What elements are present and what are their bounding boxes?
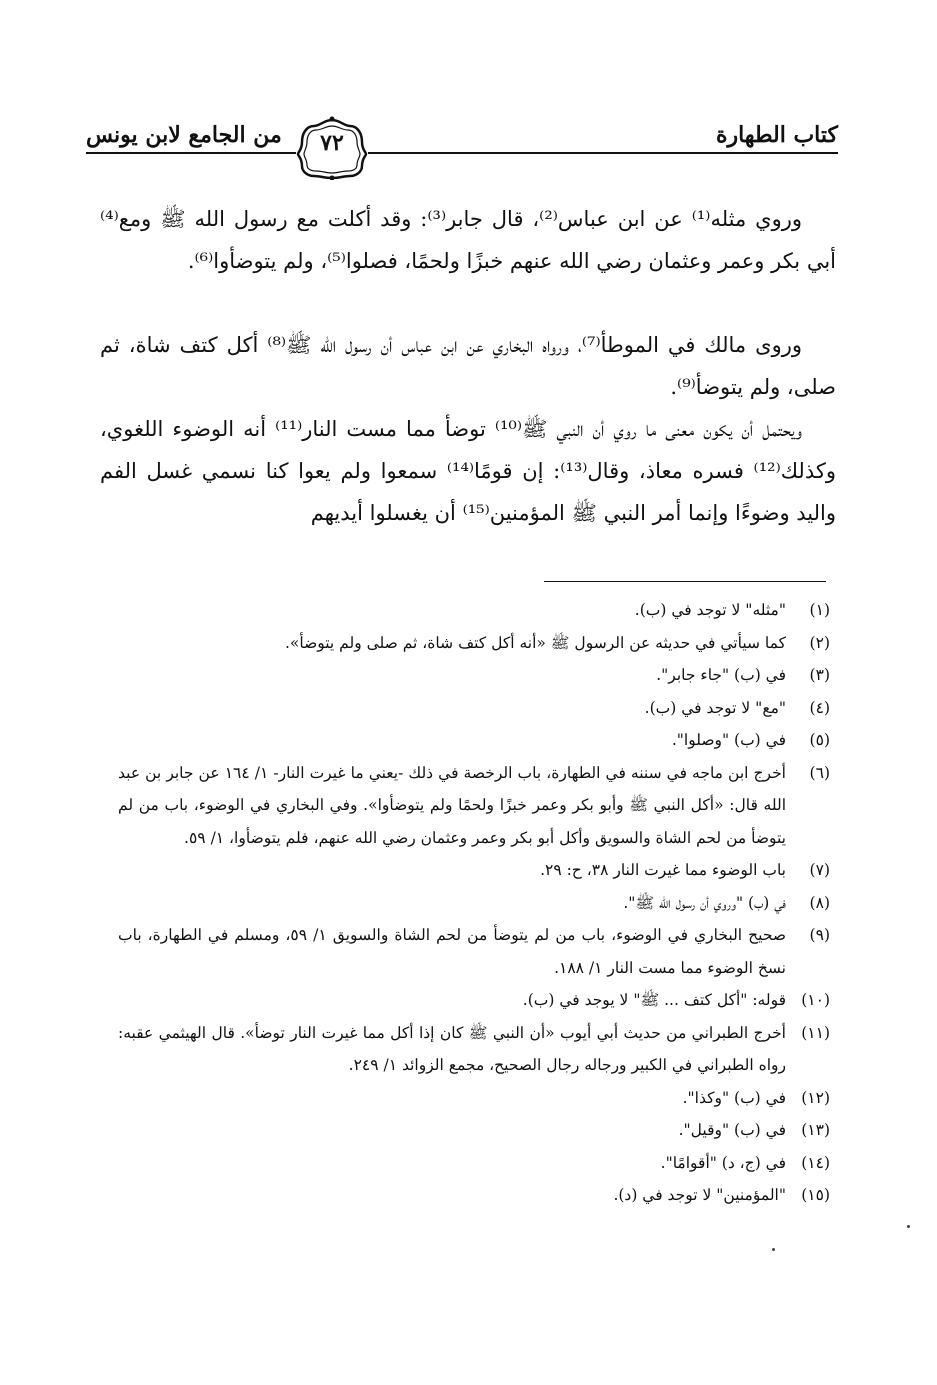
running-header: [86, 118, 838, 158]
footnote-text: كما سيأتي في حديثه عن الرسول ﷺ «أنه أكل كتف شاة، ثم صلى ولم يتوضأ».: [284, 633, 786, 652]
footnote: [118, 692, 830, 725]
footnote-number: (١٢): [801, 1088, 830, 1107]
footnote: [118, 919, 830, 984]
footnote-text: "المؤمنين" لا توجد في (د).: [613, 1186, 786, 1204]
footnote: [118, 1179, 830, 1212]
page-number: ٧٢: [320, 130, 344, 156]
footnote-number: (١): [809, 601, 830, 619]
footnote-number: (٨): [809, 893, 830, 912]
footnote-text: في (ب) "وكذا".: [682, 1088, 786, 1107]
main-text: [100, 408, 836, 534]
footnote-number: (١٣): [801, 1121, 830, 1139]
footnote-number: (١٠): [801, 991, 830, 1009]
scan-speck: [772, 1248, 775, 1251]
footnote: [118, 627, 830, 660]
paragraph: ويحتمل أن يكون معنى ما روي أن النبي ﷺ⁽¹⁰⁾ توضأ مما مست النار⁽¹¹⁾ أنه الوضوء اللغوي، وكذلك⁽¹²⁾ فسره معاذ، وقال⁽¹³⁾: إن قومًا⁽¹⁴⁾ سمعوا ولم يعوا كنا نسمي غسل الفم واليد وضوءًا وإنما أمر النبي ﷺ المؤمنين⁽¹⁵⁾ أن يغسلوا أيديهم: [100, 417, 836, 525]
footnote-text: أخرج الطبراني من حديث أبي أيوب «أن النبي ﷺ كان إذا أكل مما غيرت النار توضأ». قال الهيثمي عقبه: رواه الطبراني في الكبير ورجاله رجال الصحيح، مجمع الزوائد ١/ ٢٤٩.: [118, 1023, 786, 1074]
footnote-text: في (ب) "وقيل".: [678, 1121, 786, 1139]
footnote-number: (٧): [809, 861, 830, 879]
page-number-ornament: [296, 116, 368, 180]
footnote-number: (٢): [809, 633, 830, 652]
chapter-title: كتاب الطهارة: [715, 122, 838, 148]
footnote: [118, 887, 830, 920]
footnote-number: (٣): [809, 666, 830, 684]
book-title: من الجامع لابن يونس: [86, 122, 282, 148]
footnote-text: في (ج، د) "أقوامًا".: [660, 1153, 786, 1172]
footnote-text: في (ب) "جاء جابر".: [656, 666, 786, 684]
paragraph: وروي مثله⁽¹⁾ عن ابن عباس⁽²⁾، قال جابر⁽³⁾: وقد أكلت مع رسول الله ﷺ ومع⁽⁴⁾ أبي بكر وعمر وعثمان رضي الله عنهم خبزًا ولحمًا، فصلوا⁽⁵⁾، ولم يتوضأوا⁽⁶⁾.: [100, 207, 836, 273]
footnote-number: (٦): [809, 763, 830, 782]
footnote-text: أخرج ابن ماجه في سننه في الطهارة، باب الرخصة في ذلك -يعني ما غيرت النار- ١/ ١٦٤ عن جابر بن عبد الله قال: «أكل النبي ﷺ وأبو بكر وعمر خبزًا ولحمًا ولم يتوضأوا». وفي البخاري في الوضوء، باب من لم يتوضأ من لحم الشاة والسويق وأكل أبو بكر وعمر وعثمان رضي الله عنهم، فلم يتوضأوا، ١/ ٥٩.: [118, 763, 786, 847]
footnote-number: (٥): [809, 731, 830, 749]
main-text: [100, 324, 836, 408]
footnote: [118, 659, 830, 692]
main-text: [100, 198, 836, 282]
footnote-text: قوله: "أكل كتف ... ﷺ" لا يوجد في (ب).: [522, 991, 786, 1009]
footnote-separator: [544, 581, 826, 582]
footnote-number: (٩): [809, 926, 830, 944]
scan-speck: [907, 1225, 910, 1228]
footnote-number: (٤): [809, 698, 830, 717]
footnote: [118, 1114, 830, 1147]
footnote: [118, 724, 830, 757]
footnote-number: (١٤): [801, 1153, 830, 1172]
paragraph: وروى مالك في الموطأ⁽⁷⁾، ورواه البخاري عن ابن عباس أن رسول الله ﷺ⁽⁸⁾ أكل كتف شاة، ثم صلى، ولم يتوضأ⁽⁹⁾.: [100, 333, 836, 399]
footnote-text: في (ب) "وصلوا".: [671, 731, 786, 749]
footnote: [118, 594, 830, 627]
footnote: [118, 1147, 830, 1180]
footnote: [118, 854, 830, 887]
footnote: [118, 1017, 830, 1082]
footnote-number: (١٥): [801, 1186, 830, 1204]
footnote: [118, 1082, 830, 1115]
footnote-text: باب الوضوء مما غيرت النار ٣٨، ح: ٢٩.: [540, 861, 786, 879]
footnote-text: في (ب) "وروي أن رسول الله ﷺ".: [623, 893, 786, 912]
footnote: [118, 984, 830, 1017]
footnote-text: صحيح البخاري في الوضوء، باب من لم يتوضأ من لحم الشاة والسويق ١/ ٥٩، ومسلم في الطهارة، باب نسخ الوضوء مما مست النار ١/ ١٨٨.: [118, 926, 786, 977]
footnote: [118, 757, 830, 855]
footnotes: [118, 594, 830, 1212]
footnote-number: (١١): [801, 1023, 830, 1042]
footnote-text: "مثله" لا توجد في (ب).: [634, 601, 786, 619]
header-rule: [86, 152, 838, 154]
footnote-text: "مع" لا توجد في (ب).: [644, 698, 786, 717]
